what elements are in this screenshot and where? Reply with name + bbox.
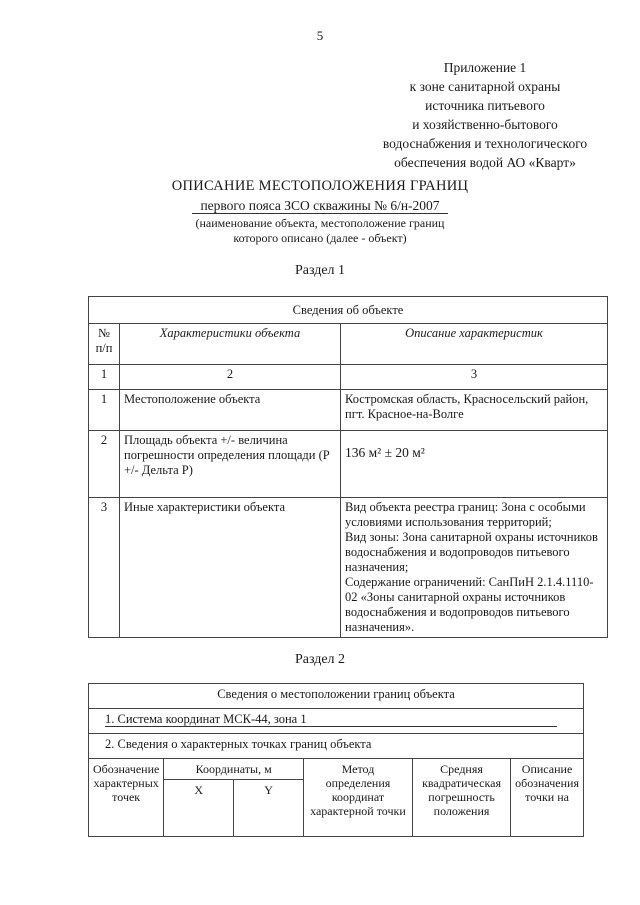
column-header-method: Метод определения координат характерной точки [303,759,412,837]
row-number: 3 [89,498,120,638]
column-header-designation: Обозначение характерных точек [89,759,164,837]
document-title: ОПИСАНИЕ МЕСТОПОЛОЖЕНИЯ ГРАНИЦ [171,178,469,194]
object-info-table [88,296,608,638]
note-line: которого описано (далее - объект) [233,231,407,245]
row-description: Костромская область, Красносельский район, пгт. Красное-на-Волге [341,390,608,431]
appendix-line: водоснабжения и технологического [382,136,588,151]
points-title-row: 2. Сведения о характерных точках границ объекта [89,734,584,759]
appendix-line: к зоне санитарной охраны [409,79,561,94]
row-characteristic: Местоположение объекта [120,390,341,431]
column-header-coordinates: Координаты, м [164,759,304,780]
row-characteristic: Иные характеристики объекта [120,498,341,638]
row-description [341,498,608,638]
column-header-rmse: Средняя квадратическая погрешность положения [412,759,510,837]
subtitle-text: первого пояса ЗСО скважины № 6/н-2007 [192,198,447,214]
table-row [89,390,608,431]
row-number: 2 [89,431,120,498]
description-line: Вид зоны: Зона санитарной охраны источников водоснабжения и водопроводов питьевого назначения; [345,530,598,574]
section-2-label: Раздел 2 [294,652,346,667]
column-header-num: № п/п [89,324,120,365]
appendix-block [360,58,610,172]
table-header: Сведения об объекте [89,297,608,324]
document-subtitle [0,198,640,214]
appendix-line: и хозяйственно-бытового [412,117,558,132]
description-line: Вид объекта реестра границ: Зона с особыми условиями использования территорий; [345,500,586,529]
index-cell: 1 [89,365,120,390]
appendix-line: Приложение 1 [443,60,527,75]
column-header-description: Описание характеристик [341,324,608,365]
row-characteristic: Площадь объекта +/- величина погрешности определения площади (P +/- Дельта P) [120,431,341,498]
page-number: 5 [316,28,324,43]
column-header-characteristic: Характеристики объекта [120,324,341,365]
appendix-line: источника питьевого [425,98,545,113]
boundary-location-table [88,683,584,837]
table-row [89,498,608,638]
table-row [89,431,608,498]
note-line: (наименование объекта, местоположение границ [195,216,445,230]
appendix-line: обеспечения водой АО «Кварт» [394,155,576,170]
index-cell: 2 [120,365,341,390]
column-header-point-description: Описание обозначения точки на [511,759,584,837]
table-header: Сведения о местоположении границ объекта [89,684,584,709]
coordinate-system-row [89,709,584,734]
coordinate-system-text: 1. Система координат МСК-44, зона 1 [105,712,557,727]
row-description: 136 м² ± 20 м² [341,431,608,498]
index-cell: 3 [341,365,608,390]
row-number: 1 [89,390,120,431]
description-line: Содержание ограничений: СанПиН 2.1.4.1110-02 «Зоны санитарной охраны источников водоснабжения и водопроводов питьевого назначения». [345,575,594,634]
section-1-label: Раздел 1 [294,263,346,278]
column-header-y: Y [234,780,304,837]
column-header-x: X [164,780,234,837]
document-note [0,216,640,246]
